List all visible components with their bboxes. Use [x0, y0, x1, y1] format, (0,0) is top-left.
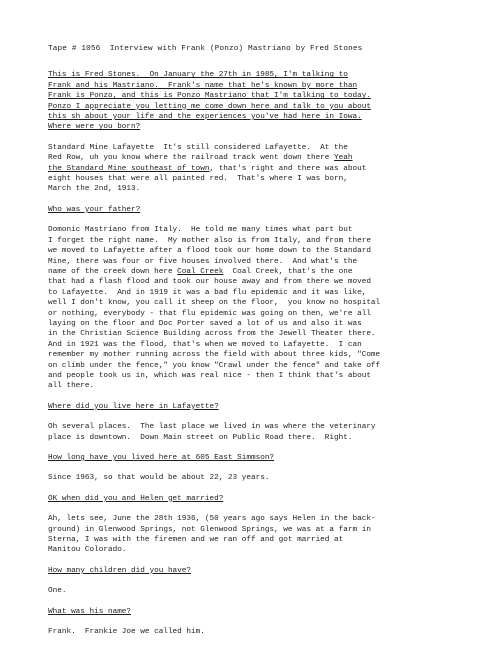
- answer-line: laying on the floor and Doc Porter saved a lot of us and also it was: [48, 319, 362, 328]
- question-how-long: [48, 453, 460, 463]
- answer-child-name: [48, 627, 460, 637]
- question-line: Who was your father?: [48, 205, 141, 214]
- answer-line: March the 2nd, 1913.: [48, 185, 141, 194]
- interview-intro: [48, 70, 460, 132]
- intro-line: this sh about your life and the experiences you've had here in Iowa.: [48, 113, 362, 122]
- answer-line: to Lafayette. And in 1919 it was a bad flu epidemic and it was like,: [48, 288, 367, 297]
- answer-line: I forget the right name. My mother also is from Italy, and from there: [48, 236, 371, 245]
- underlined-text: Coal Creek: [177, 267, 224, 276]
- answer-line: Standard Mine Lafayette It's still considered Lafayette. At the: [48, 143, 348, 152]
- answer-line: Manitou Colorado.: [48, 546, 127, 555]
- document-header: Tape # 1056 Interview with Frank (Ponzo) Mastriano by Fred Stones: [48, 45, 363, 53]
- answer-line: Sterna, I was with the firemen and we ran off and got married at: [48, 536, 344, 545]
- question-residence: [48, 402, 460, 412]
- answer-line: remember my mother running across the field with about three kids, "Come: [48, 351, 381, 360]
- answer-line: or nothing, everybody - that flu epidemic was going on then, we're all: [48, 309, 371, 318]
- intro-line: Where were you born?: [48, 123, 141, 132]
- answer-line: and people took us in, which was real nice - then I think that's about: [48, 371, 371, 380]
- answer-married: [48, 514, 460, 556]
- answer-line: [48, 267, 460, 277]
- answer-text: Red Row, uh you know where the railroad track went down there: [48, 154, 335, 163]
- answer-line: in the Christian Science Building across from the Jewell Theater there.: [48, 330, 376, 339]
- question-married: [48, 494, 460, 504]
- question-line: How many children did you have?: [48, 566, 192, 575]
- answer-children: [48, 586, 460, 596]
- underlined-text: the Standard Mine southeast of town: [48, 164, 210, 173]
- answer-line: Mine, there was four or five houses involved there. And what's the: [48, 257, 358, 266]
- answer-line: well I don't know, you call it sheep on the floor, you know no hospital: [48, 299, 381, 308]
- answer-line: And in 1921 was the flood, that's when we moved to Lafayette. I can: [48, 340, 362, 349]
- answer-line: Domonic Mastriano from Italy. He told me many times what part but: [48, 226, 353, 235]
- answer-line: ground) in Glenwood Springs, not Glenwood Springs, we was at a farm in: [48, 525, 371, 534]
- answer-text: Coal Creek, that's the one: [223, 267, 353, 276]
- answer-birthplace: [48, 143, 460, 195]
- question-child-name: [48, 607, 460, 617]
- answer-line: eight houses that were all painted red. That's where I was born,: [48, 175, 348, 184]
- answer-line: that had a flash flood and took our house away and from there we moved: [48, 278, 371, 287]
- answer-text: , that's right and there was about: [209, 164, 367, 173]
- question-children: [48, 566, 460, 576]
- question-line: How long have you lived here at 605 East Simmson?: [48, 454, 275, 462]
- question-line: OK when did you and Helen get married?: [48, 494, 224, 503]
- answer-line: Since 1963, so that would be about 22, 23 years.: [48, 474, 270, 483]
- answer-residence: [48, 422, 460, 443]
- underlined-text: Yeah: [334, 154, 353, 163]
- answer-line: Ah, lets see, June the 28th 1936, (50 years ago says Helen in the back-: [48, 515, 376, 524]
- answer-line: place is downtown. Down Main street on Public Road there. Right.: [48, 433, 353, 442]
- answer-line: One.: [48, 587, 67, 596]
- question-father: [48, 205, 460, 215]
- intro-line: Ponzo I appreciate you letting me come down here and talk to you about: [48, 102, 371, 111]
- question-line: What was his name?: [48, 607, 132, 616]
- answer-line: Oh several places. The last place we lived in was where the veterinary: [48, 423, 376, 432]
- answer-line: [48, 164, 460, 174]
- answer-line: [48, 153, 460, 163]
- answer-how-long: [48, 473, 460, 483]
- answer-line: we moved to Lafayette after a flood took our home down to the Standard: [48, 247, 371, 256]
- question-line: Where did you live here in Lafayette?: [48, 402, 219, 411]
- answer-father: [48, 225, 460, 392]
- answer-text: name of the creek down here: [48, 267, 178, 276]
- answer-line: on climb under the fence," you know "Crawl under the fence" and take off: [48, 361, 381, 370]
- answer-line: Frank. Frankie Joe we called him.: [48, 628, 205, 637]
- intro-line: Frank is Ponzo, and this is Ponzo Mastriano that I'm talking to today.: [48, 92, 371, 101]
- intro-line: This is Fred Stones. On January the 27th in 1985, I'm talking to: [48, 71, 348, 80]
- answer-line: all there.: [48, 382, 95, 391]
- intro-line: Frank and his Mastriano. Frank's name that he's known by more than: [48, 81, 358, 90]
